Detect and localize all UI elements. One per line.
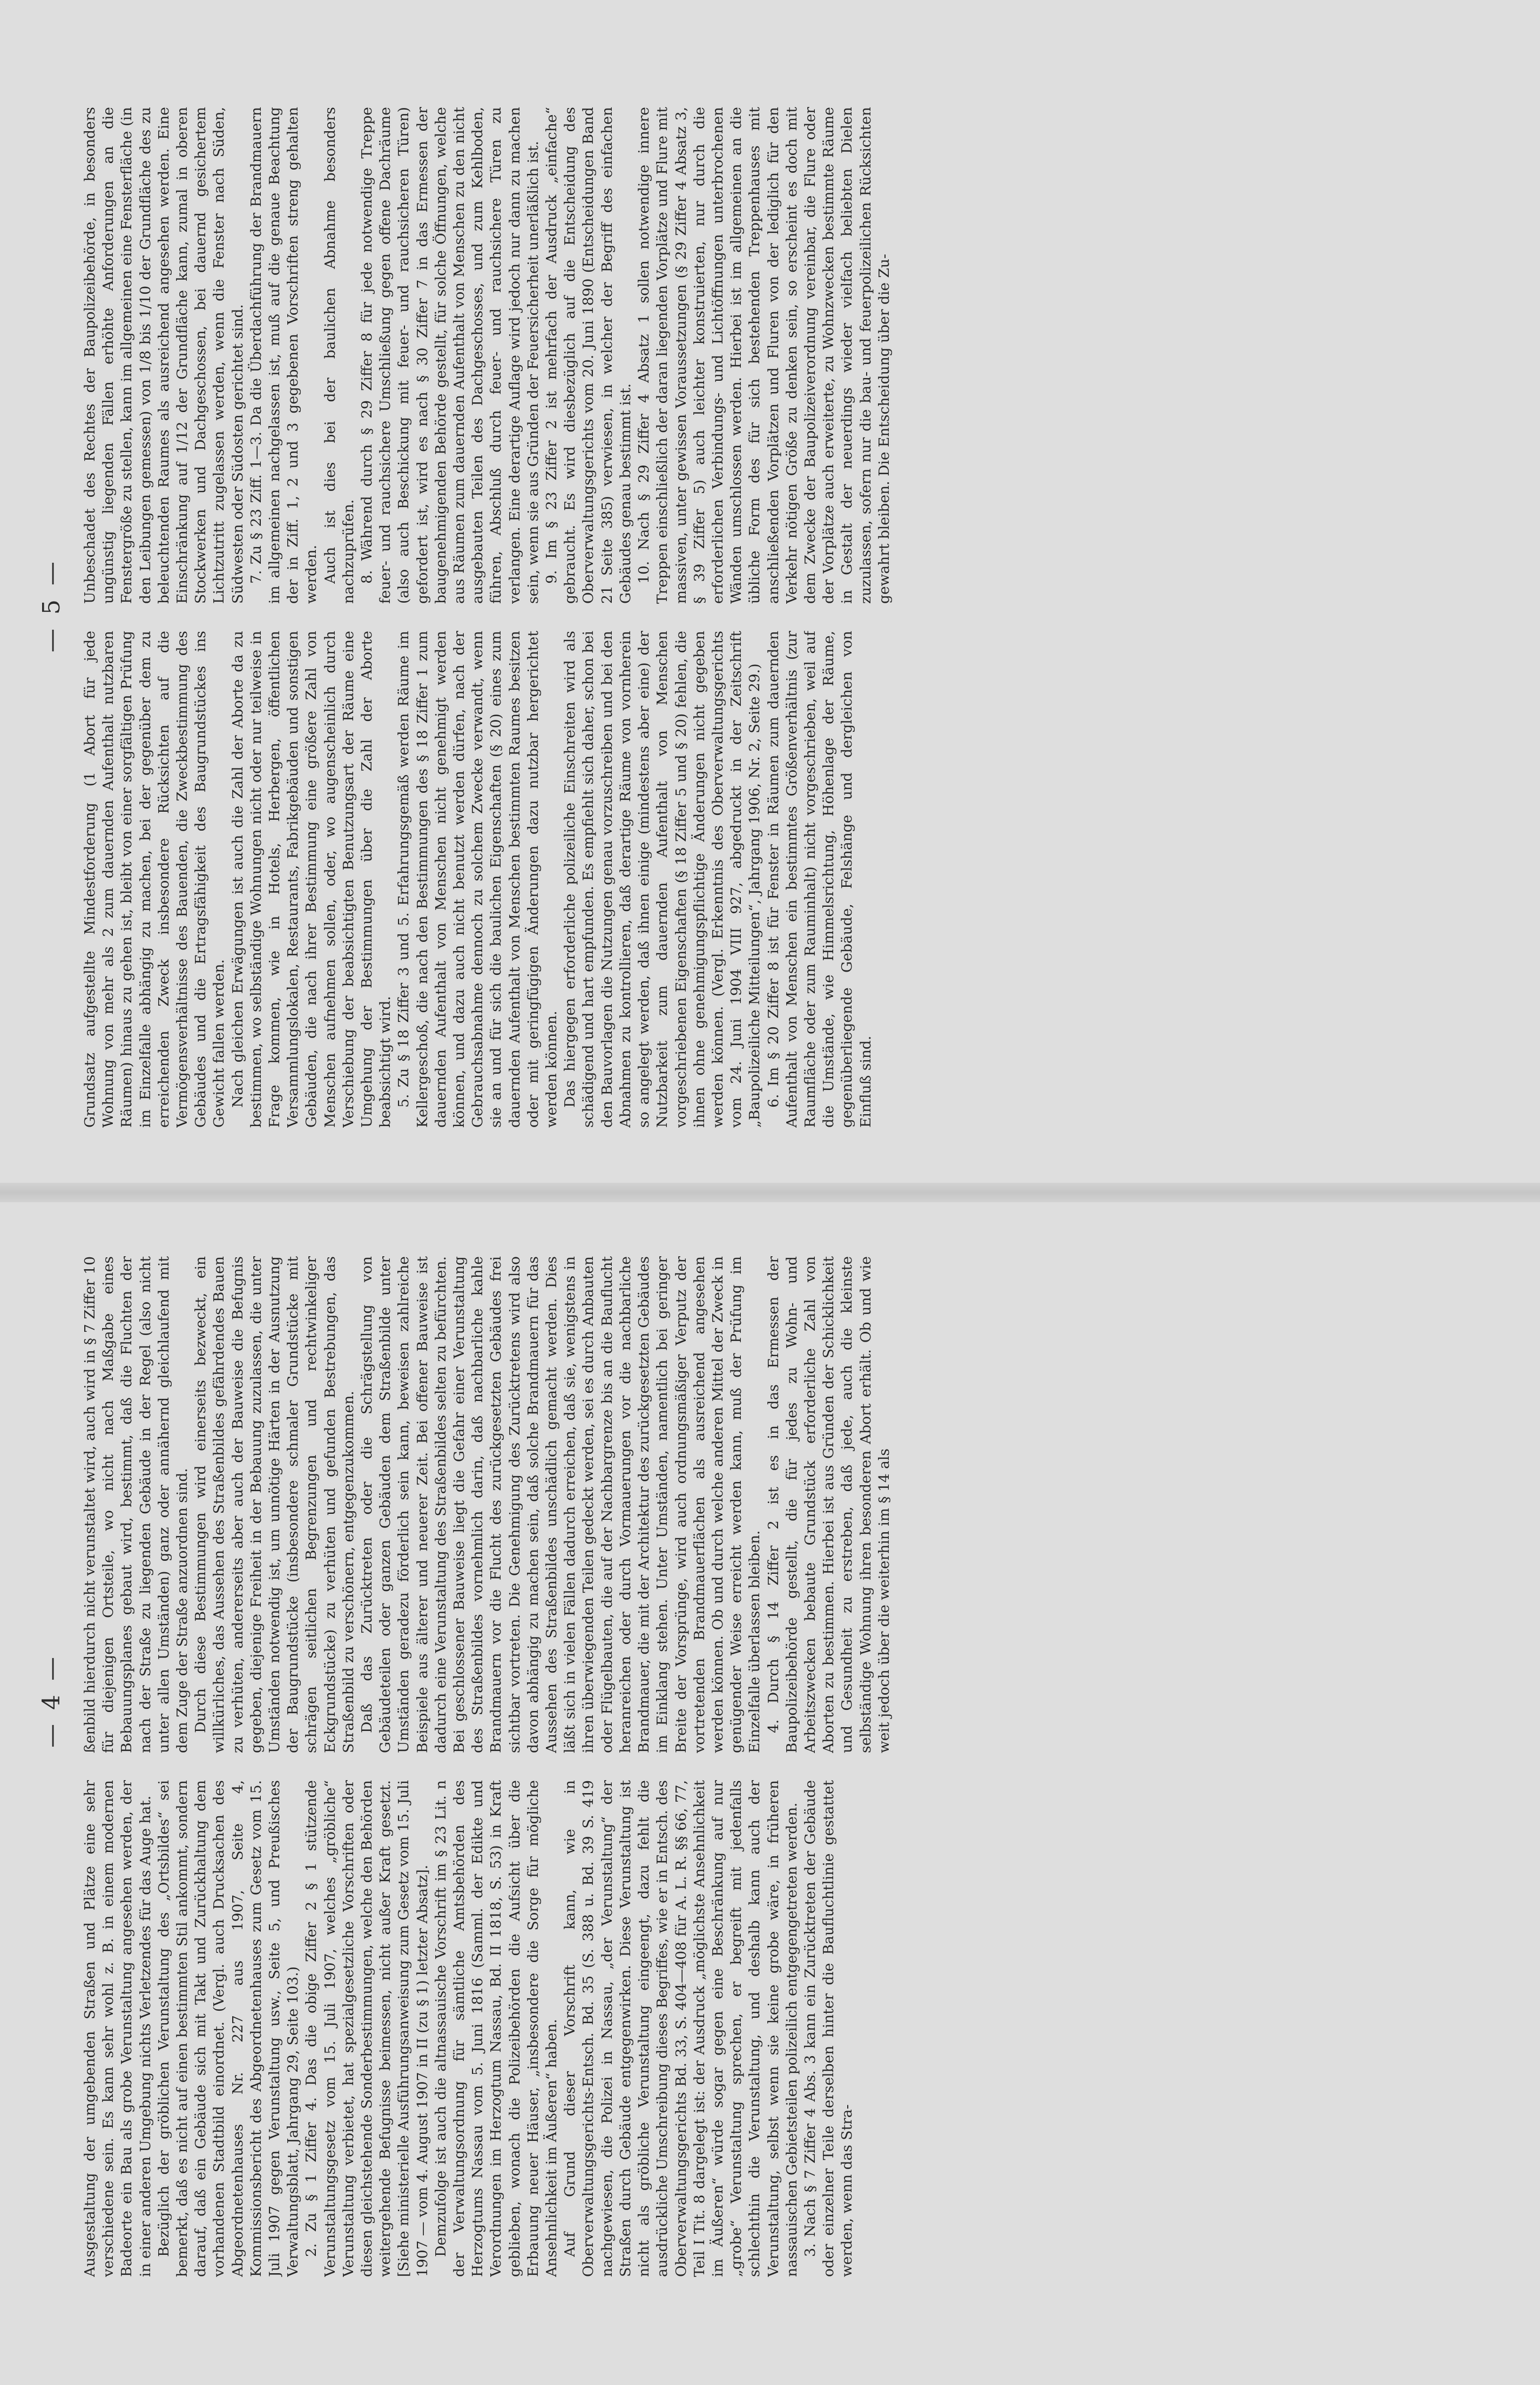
paragraph: 7. Zu § 23 Ziff. 1—3. Da die Überdachführung der Brandmauern im allgemeinen nachgelassen ist, muß auf die genaue Beachtung der in Ziff. 1, 2 und 3 gegebenen Vorschriften streng gehalten werden. [247, 107, 320, 604]
paragraph: 10. Nach § 29 Ziffer 4 Absatz 1 sollen notwendige innere Treppen einschließlich der daran liegenden Vorplätze und Flure mit massiven, unter gewissen Voraussetzungen (§ 29 Ziffer 4 Absatz 3, § 39 Ziffer 5) auch leichter konstruierten, nur durch die erforderlichen Verbindungs- und Lichtöffnungen unterbrochenen Wänden umschlossen werden. Hierbei ist im allgemeinen an die übliche Form des für sich bestehenden Treppenhauses mit anschließenden Vorplätzen und Fluren von der lediglich für den Verkehr nötigen Größe zu denken sein, so erscheint es doch mit dem Zwecke der Baupolizeiverordnung vereinbar, die Flure oder der Vorplätze auch erweiterte, zu Wohnzwecken bestimmte Räume in Gestalt der neuerdings wieder vielfach beliebten Dielen zuzulassen, sofern nur die bau- und feuerpolizeilichen Rücksichten gewahrt bleiben. Die Entscheidung über die Zu- [636, 107, 893, 604]
left-page-column-2 [81, 1256, 1496, 1753]
paragraph: Durch diese Bestimmungen wird einerseits bezweckt, ein willkürliches, das Aussehen des Straßenbildes gefährdendes Bauen zu verhüten, andererseits aber auch der Bauweise die Befugnis gegeben, diejenige Freiheit in der Bebauung zuzulassen, die unter Umständen notwendig ist, um unnötige Härten in der Ausnutzung der Baugrundstücke (insbesondere schmaler Grundstücke mit schrägen seitlichen Begrenzungen und rechtwinkeliger Eckgrundstücke) zu verhüten und gefunden Bestrebungen, das Straßenbild zu verschönern, entgegenzukommen. [192, 1256, 357, 1753]
paragraph: Auch ist dies bei der baulichen Abnahme besonders nachzuprüfen. [321, 107, 357, 604]
paragraph: Demzufolge ist auch die altnassauische Vorschrift im § 23 Lit. n der Verwaltungsordnung für sämtliche Amtsbehörden des Herzogtums Nassau vom 5. Juni 1816 (Samml. der Edikte und Verordnungen im Herzogtum Nassau, Bd. II 1818, S. 53) in Kraft geblieben, wonach die Polizeibehörden die Aufsicht über die Erbauung neuer Häuser, „insbesondere die Sorge für mögliche Ansehnlichkeit im Äußeren“ haben. [432, 1780, 560, 2277]
paragraph: Grundsatz aufgestellte Mindestforderung (1 Abort für jede Wohnung von mehr als 2 zum dauernden Aufenthalt nutzbaren Räumen) hinaus zu gehen ist, bleibt von einer sorgfältigen Prüfung im Einzelfalle abhängig zu machen, bei der gegenüber dem zu erreichenden Zweck insbesondere Rücksichten auf die Vermögensverhältnisse des Bauenden, die Zweckbestimmung des Gebäudes und die Ertragsfähigkeit des Baugrundstückes ins Gewicht fallen werden. [82, 631, 228, 1128]
paragraph: Unbeschadet des Rechtes der Baupolizeibehörde, in besonders ungünstig liegenden Fällen erhöhte Anforderungen an die Fenstergröße zu stellen, kann im allgemeinen eine Fensterfläche (in den Leibungen gemessen) von 1/8 bis 1/10 der Grundfläche des zu beleuchtenden Raumes als ausreichend angesehen werden. Eine Einschränkung auf 1/12 der Grundfläche kann, zumal in oberen Stockwerken und Dachgeschossen, bei dauernd gesichertem Lichtzutritt zugelassen werden, wenn die Fenster nach Süden, Südwesten oder Südosten gerichtet sind. [82, 107, 246, 604]
left-page-column-1 [81, 1780, 1496, 2277]
paragraph: 5. Zu § 18 Ziffer 3 und 5. Erfahrungsgemäß werden Räume im Kellergeschoß, die nach den Bestimmungen des § 18 Ziffer 1 zum dauernden Aufenthalt von Menschen nicht genehmigt werden können, und dazu auch nicht benutzt werden dürfen, nach der Gebrauchsabnahme dennoch zu solchem Zwecke verwandt, wenn sie an und für sich die baulichen Eigenschaften (§ 20) eines zum dauernden Aufenthalt von Menschen bestimmten Raumes besitzen oder mit geringfügigen Änderungen dazu nutzbar hergerichtet werden können. [395, 631, 560, 1128]
paragraph: 3. Nach § 7 Ziffer 4 Abs. 3 kann ein Zurücktreten der Gebäude oder einzelner Teile derselben hinter die Baufluchtlinie gestattet werden, wenn das Stra- [801, 1780, 856, 2277]
paragraph: 8. Während durch § 29 Ziffer 8 für jede notwendige Treppe feuer- und rauchsichere Umschließung gegen offene Dachräume (also auch Beschickung mit feuer- und rauchsicheren Türen) gefordert ist, wird es nach § 30 Ziffer 7 in das Ermessen der baugenehmigenden Behörde gestellt, für solche Öffnungen, welche aus Räumen zum dauernden Aufenthalt von Menschen zu den nicht ausgebauten Teilen des Dachgeschosses, und zum Kehlboden, führen, Abschluß durch feuer- und rauchsichere Türen zu verlangen. Eine derartige Auflage wird jedoch nur dann zu machen sein, wenn sie aus Gründen der Feuersicherheit unerläßlich ist. [359, 107, 542, 604]
page-number-left: — 4 — [38, 1654, 65, 1748]
paragraph: Daß das Zurücktreten oder die Schrägstellung von Gebäudeteilen oder ganzen Gebäuden dem Straßenbilde unter Umständen geradezu förderlich sein kann, beweisen zahlreiche Beispiele aus älterer und neuerer Zeit. Bei offener Bauweise ist dadurch eine Verunstaltung des Straßenbildes selten zu befürchten. Bei geschlossener Bauweise liegt die Gefahr einer Verunstaltung des Straßenbildes vornehmlich darin, daß nachbarliche kahle Brandmauern vor die Flucht des zurückgesetzten Gebäudes frei sichtbar vortreten. Die Genehmigung des Zurücktretens wird also davon abhängig zu machen sein, daß solche Brandmauern für das Aussehen des Straßenbildes unschädlich gemacht werden. Dies läßt sich in vielen Fällen dadurch erreichen, daß sie, wenigstens in ihren überwiegenden Teilen gedeckt werden, sei es durch Anbauten oder Flügelbauten, die auf der Nachbargrenze bis an die Bauflucht heranreichen oder durch Vormauerungen vor die nachbarliche Brandmauer, die mit der Architektur des zurückgesetzten Gebäudes im Einklang stehen. Unter Umständen, namentlich bei geringer Breite der Vorsprünge, wird auch ordnungsmäßiger Verputz der vortretenden Brandmauerflächen als ausreichend angesehen werden können. Ob und durch welche anderen Mittel der Zweck in genügender Weise erreicht werden kann, muß der Prüfung im Einzelfalle überlassen bleiben. [359, 1256, 764, 1753]
paragraph: 2. Zu § 1 Ziffer 4. Das die obige Ziffer 2 § 1 stützende Verunstaltungsgesetz vom 15. Juli 1907, welches „gröbliche“ Verunstaltung verbietet, hat spezialgesetzliche Vorschriften oder diesen gleichstehende Sonderbestimmungen, welche den Behörden weitergehende Befugnisse beimessen, nicht außer Kraft gesetzt. [Siehe ministerielle Ausführungsanweisung zum Gesetz vom 15. Juli 1907 — vom 4. August 1907 in II (zu § 1) letzter Absatz]. [303, 1780, 431, 2277]
paragraph: Auf Grund dieser Vorschrift kann, wie in Oberverwaltungsgerichts-Entsch. Bd. 35 (S. 388 u. Bd. 39 S. 419 nachgewiesen, die Polizei in Nassau, „der Verunstaltung“ der Straßen durch Gebäude entgegenwirken. Diese Verunstaltung ist nicht als gröbliche Verunstaltung eingeengt, dazu fehlt die ausdrückliche Umschreibung dieses Begriffes, wie er in Entsch. des Oberverwaltungsgerichts Bd. 33, S. 404—408 für A. L. R. §§ 66, 77, Teil I Tit. 8 dargelegt ist: der Ausdruck „möglichste Ansehnlichkeit im Äußeren“ würde sogar gegen eine Beschränkung auf nur „grobe“ Verunstaltung sprechen, er begreift mit jedenfalls schlechthin die Verunstaltung, und deshalb kann auch der Verunstaltung, selbst wenn sie keine grobe wäre, in früheren nassauischen Gebietsteilen polizeilich entgegengetreten werden. [562, 1780, 800, 2277]
paragraph: 4. Durch § 14 Ziffer 2 ist es in das Ermessen der Baupolizeibehörde gestellt, die für jedes zu Wohn- und Arbeitszwecken bebaute Grundstück erforderliche Zahl von Aborten zu bestimmen. Hierbei ist aus Gründen der Schicklichkeit und Gesundheit zu erstreben, daß jede, auch die kleinste selbständige Wohnung ihren besonderen Abort erhält. Ob und wie weit jedoch über die weiterhin im § 14 als [765, 1256, 893, 1753]
right-page-column-2 [81, 107, 1496, 604]
page-left [0, 1193, 1540, 2385]
paragraph: Nach gleichen Erwägungen ist auch die Zahl der Aborte da zu bestimmen, wo selbständige Wohnungen nicht oder nur teilweise in Frage kommen, wie in Hotels, Herbergen, öffentlichen Versammlungslokalen, Restaurants, Fabrikgebäuden und sonstigen Gebäuden, die nach ihrer Bestimmung eine größere Zahl von Menschen aufnehmen sollen, oder, wo augenscheinlich durch Verschiebung der beabsichtigten Benutzungsart der Räume eine Umgehung der Bestimmungen über die Zahl der Aborte beabsichtigt wird. [229, 631, 394, 1128]
paragraph: Ausgestaltung der umgebenden Straßen und Plätze eine sehr verschiedene sein. Es kann sehr wohl z. B. in einem modernen Badeorte ein Bau als grobe Verunstaltung angesehen werden, der in einer anderen Umgebung nichts Verletzendes für das Auge hat. [82, 1780, 154, 2277]
page-number-right: — 5 — [38, 558, 65, 652]
paragraph: Das hiergegen erforderliche polizeiliche Einschreiten wird als schädigend und hart empfunden. Es empfiehlt sich daher, schon bei den Bauvorlagen die Nutzungen genau vorzuschreiben und bei den Abnahmen zu kontrollieren, daß derartige Räume von vornherein so angelegt werden, daß ihnen einige (mindestens aber eine) der Nutzbarkeit zum dauernden Aufenthalt von Menschen vorgeschriebenen Eigenschaften (§ 18 Ziffer 5 und § 20) fehlen, die ihnen ohne genehmigungspflichtige Änderungen nicht gegeben werden können. (Vergl. Erkenntnis des Oberverwaltungsgerichts vom 24. Juni 1904 VIII 927, abgedruckt in der Zeitschrift „Baupolizeiliche Mitteilungen“, Jahrgang 1906, Nr. 2, Seite 29.) [562, 631, 764, 1128]
paragraph: Bezüglich der gröblichen Verunstaltung des „Ortsbildes“ sei bemerkt, daß es nicht auf einen bestimmten Stil ankommt, sondern darauf, daß ein Gebäude sich mit Takt und Zurückhaltung dem vorhandenen Stadtbild einordnet. (Vergl. auch Drucksachen des Abgeordnetenhauses Nr. 227 aus 1907, Seite 4, Kommissionsbericht des Abgeordnetenhauses zum Gesetz vom 15. Juli 1907 gegen Verunstaltung usw., Seite 5, und Preußisches Verwaltungsblatt, Jahrgang 29, Seite 103.) [155, 1780, 302, 2277]
paragraph: 9. Im § 23 Ziffer 2 ist mehrfach der Ausdruck „einfache“ gebraucht. Es wird diesbezüglich auf die Entscheidung des Oberverwaltungsgerichts vom 20. Juni 1890 (Entscheidungen Band 21 Seite 385) verwiesen, in welcher der Begriff des einfachen Gebäudes genau bestimmt ist. [543, 107, 634, 604]
paragraph: 6. Im § 20 Ziffer 8 ist für Fenster in Räumen zum dauernden Aufenthalt von Menschen ein bestimmtes Größenverhältnis (zur Raumfläche oder zum Rauminhalt) nicht vorgeschrieben, weil auf die Umstände, wie Himmelsrichtung, Höhenlage der Räume, gegenüberliegende Gebäude, Felshänge und dergleichen von Einfluß sind. [765, 631, 874, 1128]
right-page-column-1 [81, 631, 1496, 1128]
paragraph: ßenbild hierdurch nicht verunstaltet wird, auch wird in § 7 Ziffer 10 für diejenigen Ortsteile, wo nicht nach Maßgabe eines Bebauungsplanes gebaut wird, bestimmt, daß die Fluchten der nach der Straße zu liegenden Gebäude in der Regel (also nicht unter allen Umständen) ganz oder annähernd gleichlaufend mit dem Zuge der Straße anzuordnen sind. [82, 1256, 191, 1753]
